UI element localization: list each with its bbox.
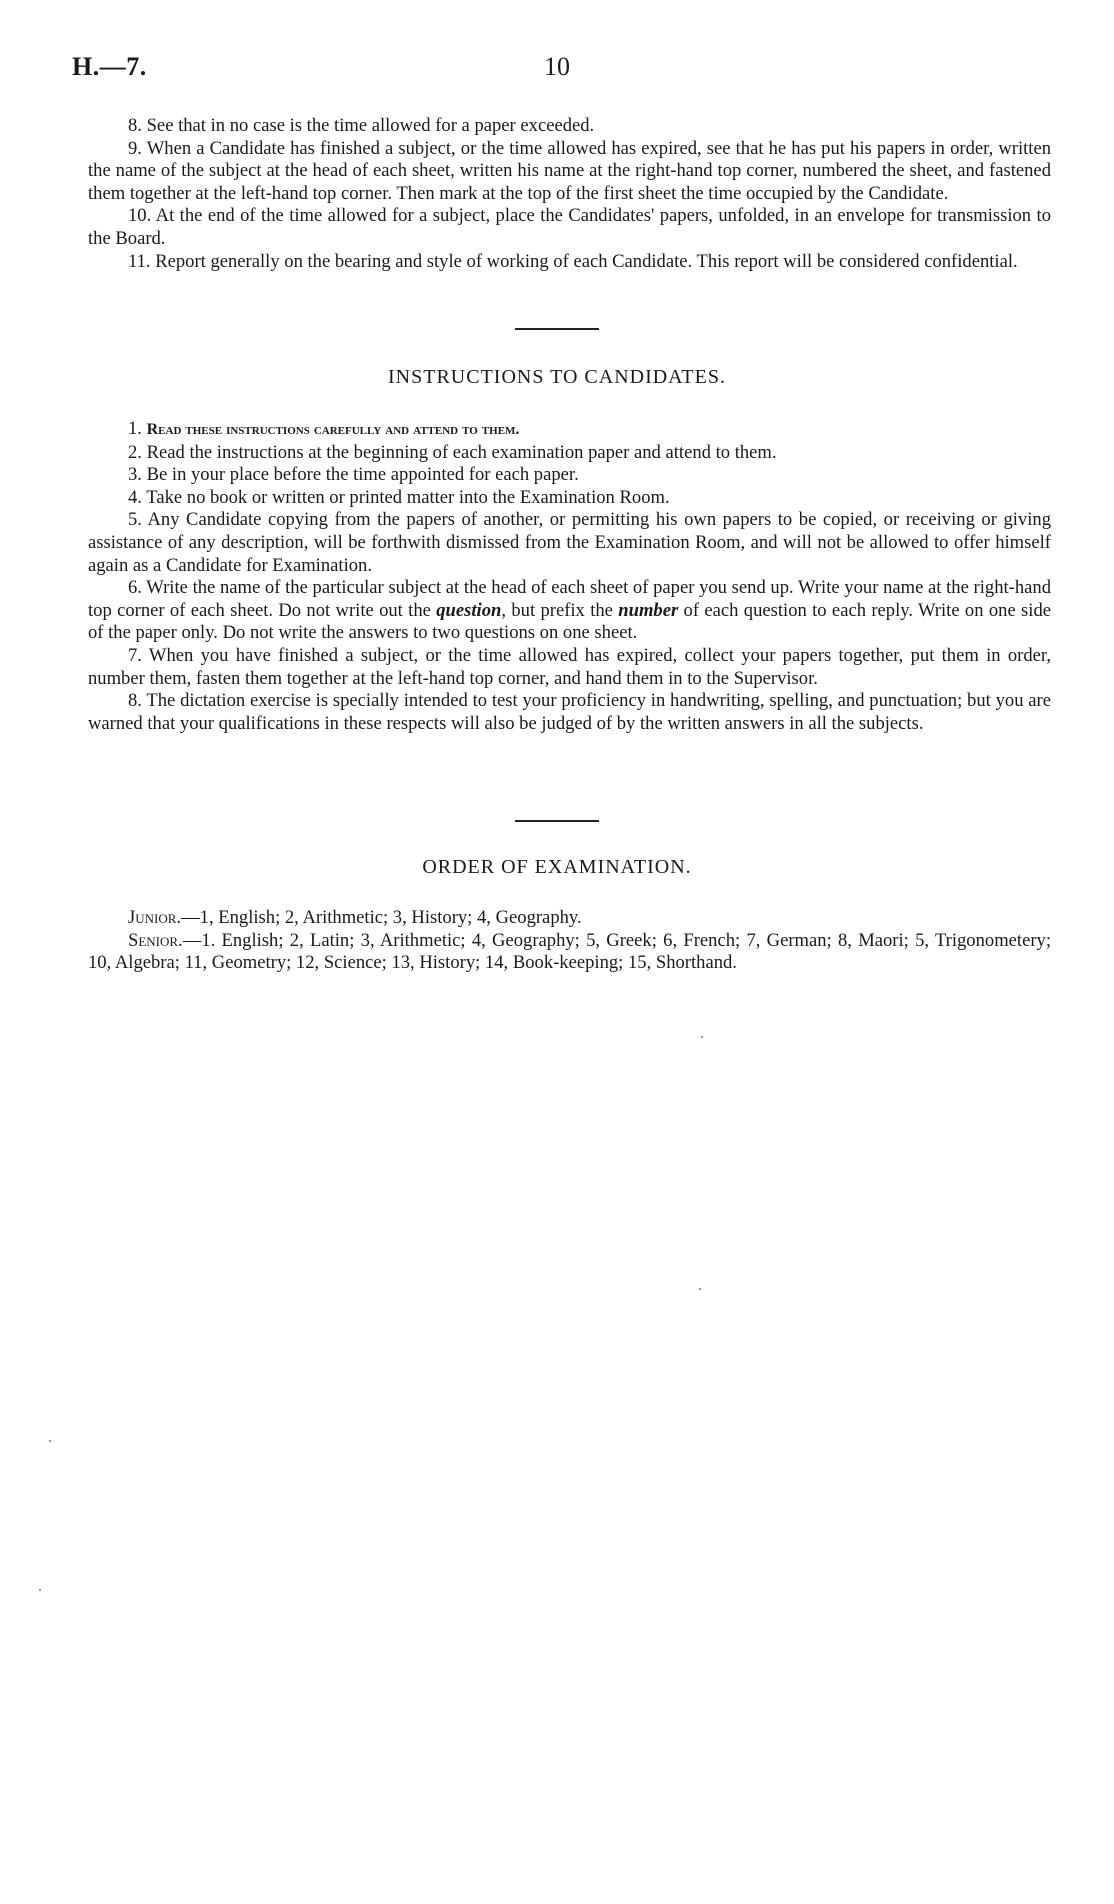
instruction-item-3: 3. Be in your place before the time appointed for each paper. (128, 464, 579, 486)
instruction-item-6 (88, 577, 1051, 645)
section-divider-1 (0, 328, 1114, 330)
rule-9: 9. When a Candidate has finished a subject, or the time allowed has expired, see that he has put his papers in order, written the name of the subject at the head of each sheet, written his name at the right-hand top corner, numbered the sheet, and fastened them together at the left-hand top corner. Then mark at the top of the first sheet the time occupied by the Candidate. (88, 137, 1051, 204)
junior-label: Junior. (128, 907, 182, 928)
senior-subjects: —1. English; 2, Latin; 3, Arithmetic; 4, Geography; 5, Greek; 6, French; 7, German; 8, Maori; 5, Trigonometery; 10, Algebra; 11, Geometry; 12, Science; 13, History; 14, Book-keeping; 15, Shorthand. (88, 929, 1051, 974)
instruction-6-question-word: question (436, 599, 502, 621)
instruction-6-part-c: of each question to each reply. Write on one side of the paper only. Do not write the answers to two questions on one sheet. (88, 599, 1051, 644)
instructions-heading: INSTRUCTIONS TO CANDIDATES. (388, 366, 726, 388)
instructions-list (88, 418, 1051, 735)
senior-label: Senior. (128, 929, 183, 951)
junior-order (88, 907, 1051, 930)
order-heading: ORDER OF EXAMINATION. (422, 856, 692, 878)
supervisor-rules (88, 115, 1051, 273)
instruction-6-number-word: number (618, 599, 679, 621)
section-divider-2 (0, 820, 1114, 822)
junior-subjects: —1, English; 2, Arithmetic; 3, History; 4, Geography. (181, 907, 582, 928)
rule-11: 11. Report generally on the bearing and style of working of each Candidate. This report will be considered confidential. (128, 250, 1018, 272)
senior-order (88, 930, 1051, 975)
instruction-item-1 (88, 418, 1051, 442)
page-number: 10 (544, 52, 570, 81)
instruction-item-5: 5. Any Candidate copying from the papers of another, or permitting his own papers to be copied, or receiving or giving assistance of any description, will be forthwith dismissed from the Examination Room, and will not be allowed to offer himself again as a Candidate for Examination. (88, 509, 1051, 576)
instruction-item-4: 4. Take no book or written or printed matter into the Examination Room. (128, 486, 670, 508)
instruction-1-text: Read these instructions carefully and attend to them. (146, 421, 520, 438)
instruction-item-2: 2. Read the instructions at the beginning of each examination paper and attend to them. (128, 441, 777, 463)
order-of-examination (88, 907, 1051, 975)
instruction-item-7: 7. When you have finished a subject, or the time allowed has expired, collect your papers together, put them in order, number them, fasten them together at the left-hand top corner, and hand them in to the Supervisor. (88, 644, 1051, 689)
page-header (72, 52, 1042, 88)
rule-10: 10. At the end of the time allowed for a subject, place the Candidates' papers, unfolded, in an envelope for transmission to the Board. (88, 205, 1051, 249)
rule-8: 8. See that in no case is the time allowed for a paper exceeded. (128, 115, 595, 136)
document-code: H.—7. (72, 52, 147, 81)
instruction-6-part-b: , but prefix the (501, 599, 619, 621)
instruction-1-number: 1. (128, 418, 142, 439)
instruction-item-8: 8. The dictation exercise is specially intended to test your proficiency in handwriting, spelling, and punctuation; but you are warned that your qualifications in these respects will also be judged of by the written answers in all the subjects. (88, 690, 1051, 734)
instruction-6-part-a: 6. Write the name of the particular subject at the head of each sheet of paper you send up. Write your name at the right-hand top corner of each sheet. Do not write out the (88, 577, 1051, 621)
